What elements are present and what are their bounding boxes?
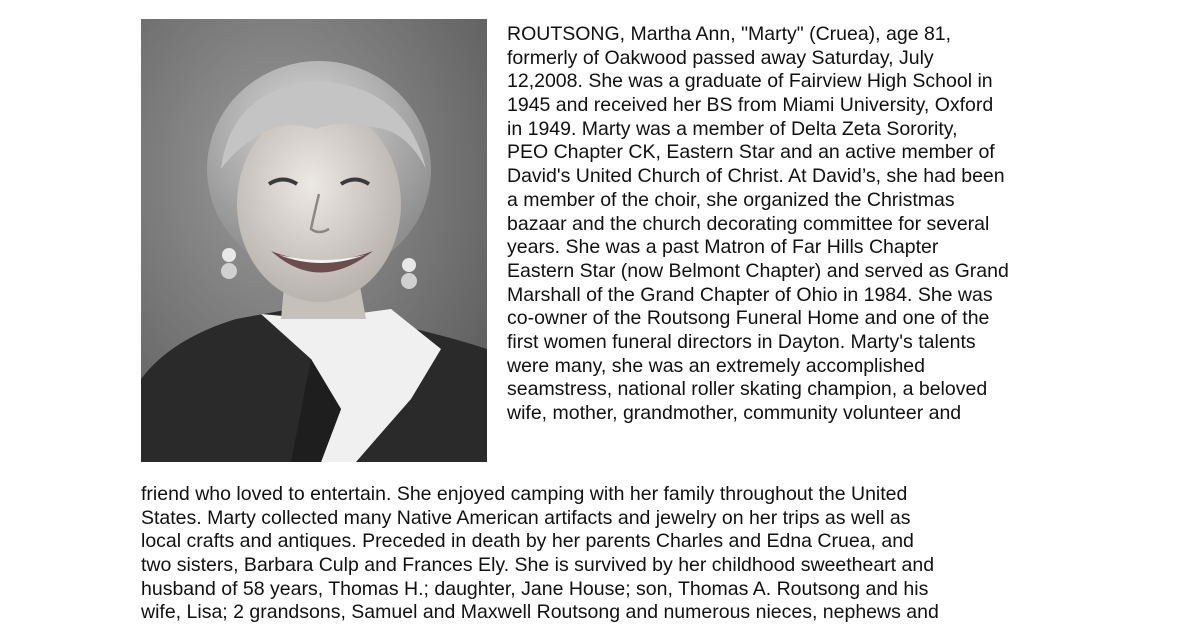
obituary-line: friend who loved to entertain. She enjoyed camping with her family throughout the United — [141, 483, 908, 505]
obituary-line: first women funeral directors in Dayton. Marty's talents — [507, 330, 976, 353]
obituary-line: David's United Church of Christ. At David’s, she had been — [507, 165, 1005, 188]
obituary-line: local crafts and antiques. Preceded in death by her parents Charles and Edna Cruea, and — [141, 530, 914, 553]
obituary-line: a member of the choir, she organized the Christmas — [507, 188, 955, 211]
obituary-line: States. Marty collected many Native American artifacts and jewelry on her trips as well as — [141, 506, 911, 529]
obituary-line: were many, she was an extremely accomplished — [507, 354, 925, 377]
obituary-line: ROUTSONG, Martha Ann, "Marty" (Cruea), age 81, — [507, 23, 952, 45]
obituary-line: in 1949. Marty was a member of Delta Zeta Sorority, — [507, 117, 958, 140]
obituary-line: two sisters, Barbara Culp and Frances Ely. She is survived by her childhood sweetheart and — [141, 554, 935, 577]
obituary-line: husband of 58 years, Thomas H.; daughter, Jane House; son, Thomas A. Routsong and his — [141, 577, 929, 600]
obituary-line: Marshall of the Grand Chapter of Ohio in 1984. She was — [507, 283, 993, 306]
obituary-line: seamstress, national roller skating champion, a beloved — [507, 378, 988, 401]
obituary-line: 1945 and received her BS from Miami University, Oxford — [507, 94, 994, 117]
obituary-line: formerly of Oakwood passed away Saturday, July — [507, 46, 934, 69]
portrait-photo-icon — [141, 19, 487, 462]
obituary-line: PEO Chapter CK, Eastern Star and an active member of — [507, 141, 995, 164]
obituary-line: wife, mother, grandmother, community volunteer and — [507, 402, 962, 424]
portrait-photo — [141, 19, 487, 462]
obituary-column-text — [507, 23, 1127, 426]
obituary-line: years. She was a past Matron of Far Hills Chapter — [507, 236, 939, 259]
obituary-line: Eastern Star (now Belmont Chapter) and served as Grand — [507, 259, 1009, 282]
obituary-line: wife, Lisa; 2 grandsons, Samuel and Maxwell Routsong and numerous nieces, nephews and — [141, 601, 939, 624]
obituary-line: bazaar and the church decorating committee for several — [507, 212, 990, 235]
obituary-full-width-text — [141, 483, 1141, 625]
obituary-line: 12,2008. She was a graduate of Fairview High School in — [507, 70, 993, 93]
obituary-line: co-owner of the Routsong Funeral Home and one of the — [507, 307, 990, 330]
